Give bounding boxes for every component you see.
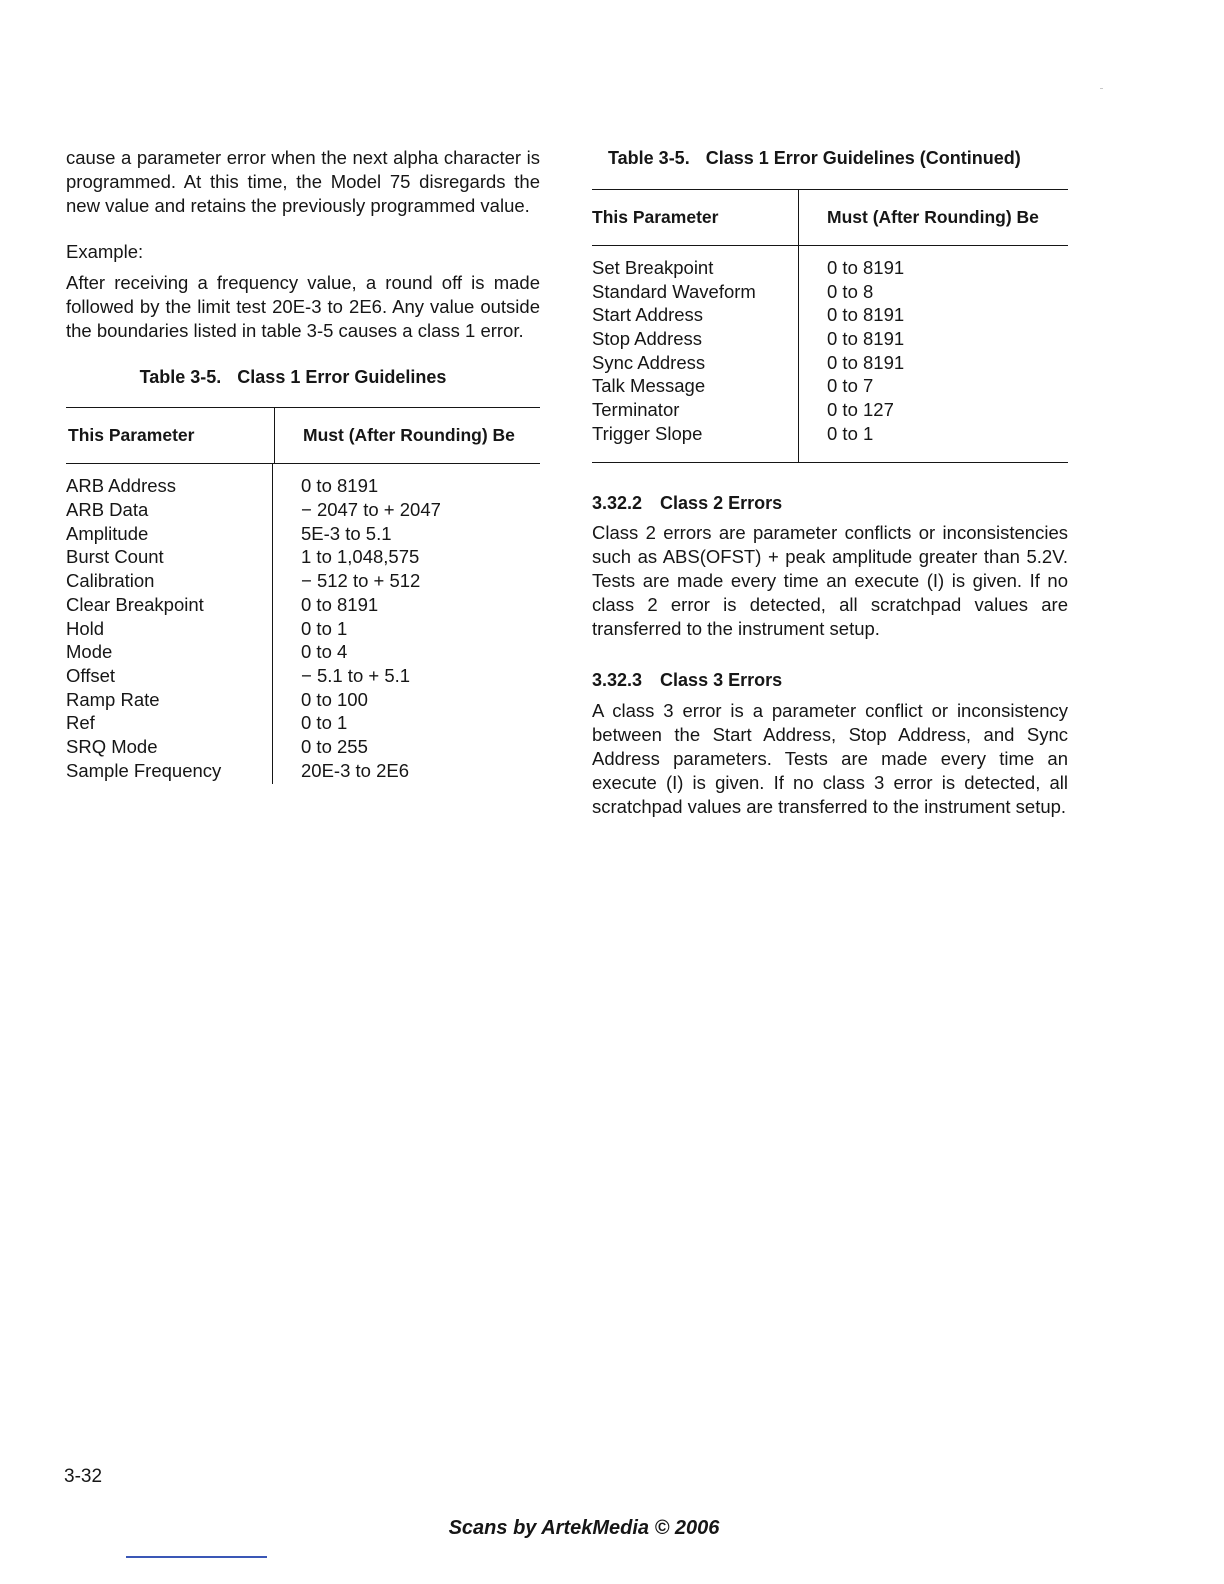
table-cell-value: 0 to 1 bbox=[827, 422, 874, 444]
table-cell-value: 0 to 4 bbox=[301, 641, 348, 663]
table-cell-param: Hold bbox=[66, 617, 105, 639]
section-heading-class3 bbox=[592, 668, 1068, 692]
table-cell-value: 0 to 1 bbox=[301, 712, 348, 734]
table-cell-value: 0 to 100 bbox=[301, 688, 368, 710]
table-cell-param: Set Breakpoint bbox=[592, 257, 714, 278]
table-cell-param: Terminator bbox=[592, 399, 680, 421]
scan-artifact bbox=[1100, 88, 1103, 89]
table-cell-value: − 512 to + 512 bbox=[301, 570, 421, 592]
header-value: Must (After Rounding) Be bbox=[303, 425, 515, 446]
table-cell-param: ARB Address bbox=[66, 475, 177, 497]
parameter-column bbox=[66, 464, 273, 784]
table-cell-param: Sample Frequency bbox=[66, 759, 222, 781]
value-column bbox=[273, 464, 540, 784]
section-heading-class2 bbox=[592, 491, 1068, 515]
class1-guidelines-table-continued bbox=[592, 189, 1068, 463]
section-number: 3.32.3 bbox=[592, 669, 643, 690]
section-title: Class 3 Errors bbox=[660, 669, 783, 690]
class1-guidelines-table bbox=[66, 407, 540, 784]
table-cell-param: Sync Address bbox=[592, 351, 706, 373]
table-cell-value: 0 to 8191 bbox=[827, 257, 905, 278]
example-paragraph: After receiving a frequency value, a round off is made followed by the limit test 20E-3 to 2E6. Any value outside the boundaries listed in table 3-5 causes a class 1 error. bbox=[66, 271, 540, 342]
table-caption-continued bbox=[608, 146, 1068, 170]
table-header bbox=[66, 408, 540, 464]
scan-credit: Scans by ArtekMedia © 2006 bbox=[448, 1517, 720, 1539]
table-cell-param: ARB Data bbox=[66, 499, 149, 521]
table-cell-param: Ref bbox=[66, 712, 95, 734]
table-cell-param: Offset bbox=[66, 664, 116, 686]
table-cell-param: Stop Address bbox=[592, 328, 703, 350]
table-cell-param: Talk Message bbox=[592, 375, 706, 397]
footer-divider bbox=[126, 1556, 267, 1558]
table-body bbox=[592, 246, 1068, 462]
table-cell-param: Mode bbox=[66, 641, 113, 663]
section-title: Class 2 Errors bbox=[660, 492, 783, 513]
right-column bbox=[592, 146, 1068, 820]
table-cell-value: 0 to 255 bbox=[301, 735, 368, 757]
table-cell-param: Ramp Rate bbox=[66, 688, 160, 710]
table-cell-value: 0 to 8191 bbox=[827, 304, 905, 326]
header-parameter: This Parameter bbox=[592, 190, 799, 245]
value-column bbox=[799, 246, 1068, 462]
table-cell-value: 0 to 8191 bbox=[827, 328, 905, 350]
table-cell-value: 1 to 1,048,575 bbox=[301, 546, 420, 568]
table-cell-param: Calibration bbox=[66, 570, 155, 592]
page-number: 3-32 bbox=[64, 1466, 103, 1487]
example-label: Example: bbox=[66, 240, 144, 262]
section-number: 3.32.2 bbox=[592, 492, 643, 513]
table-cell-value: 0 to 8 bbox=[827, 280, 874, 302]
table-cell-value: 0 to 1 bbox=[301, 617, 348, 639]
intro-paragraph: cause a parameter error when the next alpha character is programmed. At this time, the Model 75 disregards the new value and retains the previously programmed value. bbox=[66, 147, 540, 217]
table-cell-param: Trigger Slope bbox=[592, 422, 703, 444]
table-header bbox=[592, 190, 1068, 246]
table-body bbox=[66, 464, 540, 784]
table-cell-value: 0 to 8191 bbox=[301, 593, 379, 615]
table-cell-value: − 5.1 to + 5.1 bbox=[301, 664, 411, 686]
table-cell-value: 20E-3 to 2E6 bbox=[301, 759, 409, 781]
left-column bbox=[66, 146, 540, 784]
table-cell-param: Clear Breakpoint bbox=[66, 593, 204, 615]
table-caption bbox=[66, 365, 540, 389]
table-cell-param: Amplitude bbox=[66, 522, 149, 544]
table-caption-title: Class 1 Error Guidelines (Continued) bbox=[705, 148, 1021, 168]
table-cell-param: Start Address bbox=[592, 304, 704, 326]
class2-paragraph: Class 2 errors are parameter conflicts or inconsistencies such as ABS(OFST) + peak amplitude greater than 5.2V. Tests are made every time an execute (I) is given. If no class 2 error is detected, all scratchpad values are transferred to the instrument setup. bbox=[592, 521, 1068, 640]
table-caption-number: Table 3-5. bbox=[139, 367, 222, 388]
parameter-column bbox=[592, 246, 799, 462]
table-cell-param: SRQ Mode bbox=[66, 735, 158, 757]
class3-paragraph: A class 3 error is a parameter conflict or inconsistency between the Start Address, Stop Address, and Sync Address parameters. Tests are made every time an execute (I) is given. If no class 3 error is detected, all scratchpad values are transferred to the instrument setup. bbox=[592, 699, 1068, 818]
table-caption-number: Table 3-5. bbox=[608, 148, 690, 168]
header-parameter: This Parameter bbox=[66, 408, 275, 463]
table-cell-value: − 2047 to + 2047 bbox=[301, 499, 441, 521]
table-cell-value: 0 to 127 bbox=[827, 399, 894, 421]
header-value: Must (After Rounding) Be bbox=[827, 207, 1039, 227]
table-cell-value: 0 to 7 bbox=[827, 375, 874, 397]
table-cell-value: 0 to 8191 bbox=[827, 351, 905, 373]
table-caption-title: Class 1 Error Guidelines bbox=[237, 367, 447, 388]
table-cell-param: Standard Waveform bbox=[592, 280, 756, 302]
table-cell-value: 0 to 8191 bbox=[301, 475, 379, 497]
table-cell-value: 5E-3 to 5.1 bbox=[301, 522, 392, 544]
table-cell-param: Burst Count bbox=[66, 546, 164, 568]
